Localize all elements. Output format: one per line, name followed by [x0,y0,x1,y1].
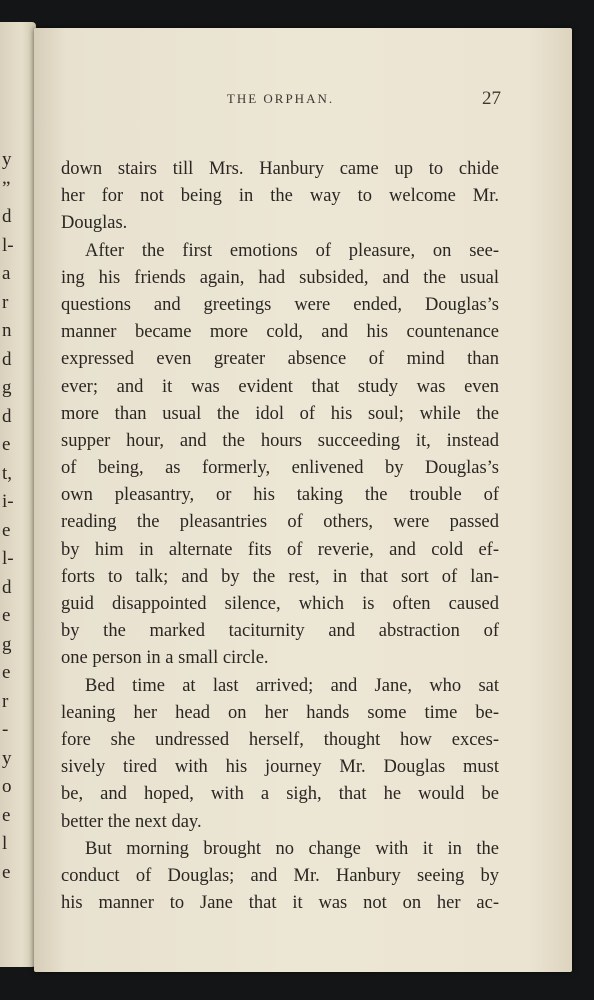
text-line: be, and hoped, with a sigh, that he would be [61,784,499,805]
left-page-fragment: l- [2,234,14,256]
page-number: 27 [482,88,501,109]
text-line: reading the pleasantries of others, were passed [61,512,499,533]
text-line: by the marked taciturnity and abstraction of [61,621,499,642]
text-line: ever; and it was evident that study was even [61,376,499,397]
text-line: expressed even greater absence of mind than [61,349,499,370]
left-page-fragment: - [2,719,9,740]
text-line: manner became more cold, and his countenance [61,322,499,343]
left-page-fragment: e [2,804,11,826]
left-page-fragment: t, [2,462,13,484]
left-page-fragment: l- [2,548,14,569]
text-line: of being, as formerly, enlivened by Douglas’s [61,458,499,479]
left-page-fragment: g [2,633,12,655]
text-line: forts to talk; and by the rest, in that sort of lan- [61,566,499,587]
text-line: one person in a small circle. [61,648,269,669]
text-line: ing his friends again, had subsided, and the usual [61,267,499,288]
left-page-fragment: d [2,576,12,598]
text-line: After the first emotions of pleasure, on see- [85,240,499,261]
left-page-fragment: ” [2,177,11,199]
left-page-fragment: e [2,605,11,626]
body-text [61,156,499,917]
left-page-fragment: d [2,348,12,370]
left-page-fragment: d [2,206,12,227]
text-line: conduct of Douglas; and Mr. Hanbury seeing by [61,865,499,886]
text-line: better the next day. [61,811,202,832]
text-line: more than usual the idol of his soul; while the [61,403,499,424]
text-line: leaning her head on her hands some time be- [61,702,499,723]
running-head [58,88,503,114]
left-page-fragment: g [2,377,12,398]
text-line: Douglas. [61,213,128,234]
left-page-fragment: y [2,747,12,769]
page-title: THE ORPHAN. [226,91,335,106]
text-line: questions and greetings were ended, Douglas’s [61,294,499,315]
text-line: But morning brought no change with it in the [85,838,499,859]
left-page-fragment: i- [2,491,14,512]
left-page-fragment: r [2,690,9,712]
text-line: Bed time at last arrived; and Jane, who sat [85,675,499,696]
text-line: sively tired with his journey Mr. Douglas must [61,757,499,778]
left-page-fragment: e [2,519,11,541]
left-page-fragment: e [2,861,11,883]
left-page-fragment: e [2,662,11,683]
left-page-fragment: r [2,291,9,313]
left-page-edge [0,22,36,967]
text-line: down stairs till Mrs. Hanbury came up to chide [61,159,499,179]
left-page-fragment: e [2,434,11,455]
text-line: her for not being in the way to welcome Mr. [61,186,499,207]
text-line: supper hour, and the hours succeeding it, instead [61,430,499,451]
text-line: own pleasantry, or his taking the trouble of [61,485,499,506]
left-page-fragment: a [2,263,11,284]
left-page-fragment: l [2,833,8,854]
text-line: fore she undressed herself, thought how exces- [61,729,499,750]
text-line: his manner to Jane that it was not on her ac- [61,893,499,914]
left-page-fragment: d [2,405,12,427]
text-line: guid disappointed silence, which is often caused [61,594,499,614]
text-line: by him in alternate fits of reverie, and cold ef- [61,539,499,560]
left-page-fragment: n [2,320,12,341]
left-page-fragment: y [2,149,12,170]
left-page-fragment: o [2,776,12,797]
